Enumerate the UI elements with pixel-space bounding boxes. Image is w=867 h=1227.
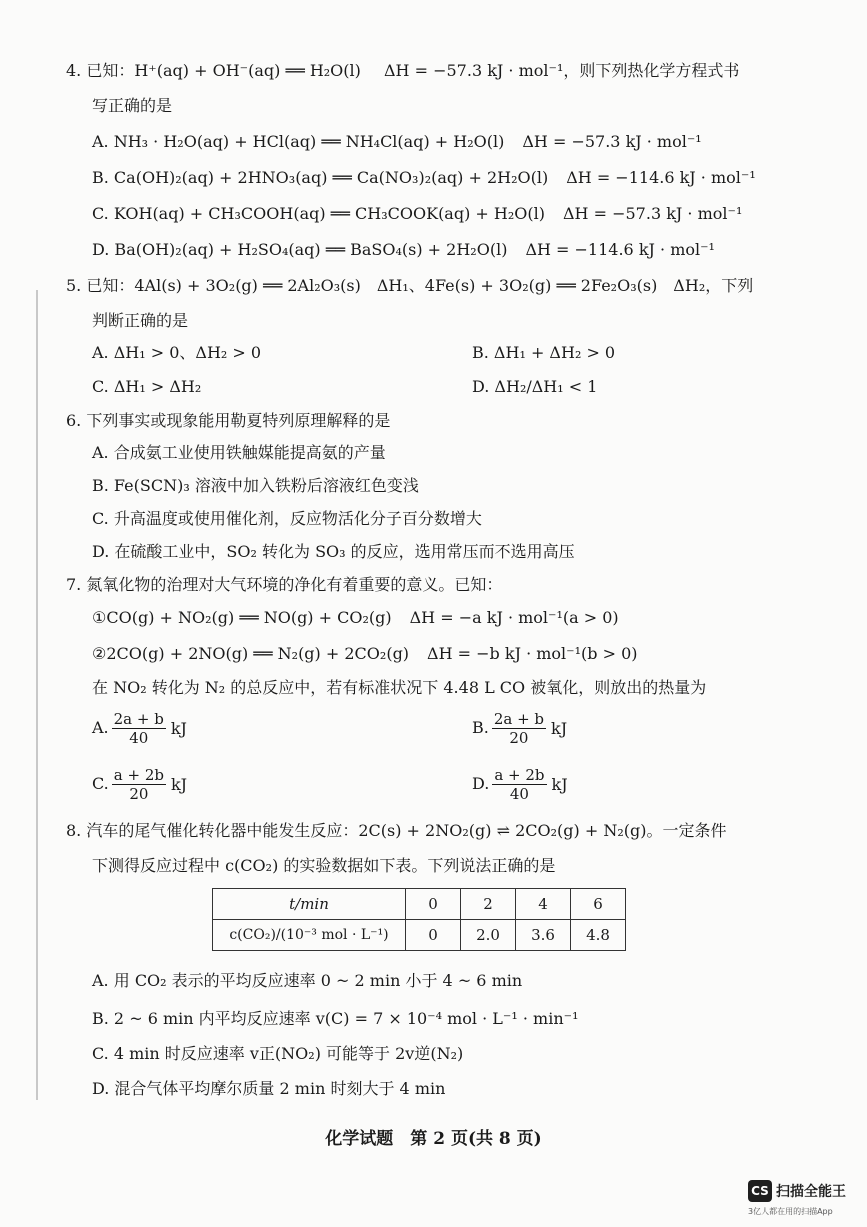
q7-option-d[interactable]: D. $\frac{a + 2b}{40}$ kJ <box>472 766 568 803</box>
table-cell: 2.0 <box>461 920 516 951</box>
q4-equation: 4. 已知：H⁺(aq) + OH⁻(aq) ══ H₂O(l) <box>66 61 361 80</box>
q8-stem-line2: 下测得反应过程中 c(CO₂) 的实验数据如下表。下列说法正确的是 <box>92 856 556 875</box>
q4-option-a[interactable]: A. NH₃ · H₂O(aq) + HCl(aq) ══ NH₄Cl(aq) + H₂O(l) ΔH = −57.3 kJ · mol⁻¹ <box>92 132 702 151</box>
scanner-watermark <box>748 1180 846 1202</box>
cs-logo-icon: CS <box>748 1180 772 1202</box>
table-cell: 4.8 <box>571 920 626 951</box>
q7-equation-2: ②2CO(g) + 2NO(g) ══ N₂(g) + 2CO₂(g) ΔH = −b kJ · mol⁻¹(b > 0) <box>92 644 638 663</box>
table-cell: 0 <box>406 920 461 951</box>
table-row <box>213 920 626 951</box>
q5-option-a[interactable]: A. ΔH₁ > 0、ΔH₂ > 0 <box>92 343 262 362</box>
q5-stem-line1: 5. 已知：4Al(s) + 3O₂(g) ══ 2Al₂O₃(s) ΔH₁、4Fe(s) + 3O₂(g) ══ 2Fe₂O₃(s) ΔH₂，下列 <box>66 276 754 295</box>
binding-margin-line <box>36 290 38 1100</box>
table-cell: 6 <box>571 889 626 920</box>
table-cell: 3.6 <box>516 920 571 951</box>
q7-option-b-fraction: $\frac{2a + b}{20}$ <box>493 710 545 747</box>
q8-option-d[interactable]: D. 混合气体平均摩尔质量 2 min 时刻大于 4 min <box>92 1079 446 1098</box>
q4-option-b[interactable]: B. Ca(OH)₂(aq) + 2HNO₃(aq) ══ Ca(NO₃)₂(aq) + 2H₂O(l) ΔH = −114.6 kJ · mol⁻¹ <box>92 168 756 187</box>
q7-option-d-fraction: $\frac{a + 2b}{40}$ <box>494 766 545 803</box>
q7-question: 在 NO₂ 转化为 N₂ 的总反应中，若有标准状况下 4.48 L CO 被氧化，则放出的热量为 <box>92 678 707 697</box>
q8-stem-line1: 8. 汽车的尾气催化转化器中能发生反应：2C(s) + 2NO₂(g) ⇌ 2CO₂(g) + N₂(g)。一定条件 <box>66 821 727 840</box>
q7-option-c-fraction: $\frac{a + 2b}{20}$ <box>113 766 164 803</box>
q4-option-c[interactable]: C. KOH(aq) + CH₃COOH(aq) ══ CH₃COOK(aq) + H₂O(l) ΔH = −57.3 kJ · mol⁻¹ <box>92 204 743 223</box>
table-row <box>213 889 626 920</box>
q7-stem: 7. 氮氧化物的治理对大气环境的净化有着重要的意义。已知： <box>66 575 503 594</box>
q6-option-c[interactable]: C. 升高温度或使用催化剂，反应物活化分子百分数增大 <box>92 509 482 528</box>
q6-option-a[interactable]: A. 合成氨工业使用铁触媒能提高氨的产量 <box>92 443 386 462</box>
page-footer: 化学试题 第 2 页(共 8 页) <box>325 1129 542 1149</box>
q5-stem-line2: 判断正确的是 <box>92 311 189 330</box>
q7-option-a-fraction: $\frac{2a + b}{40}$ <box>113 710 164 747</box>
watermark-brand: 扫描全能王 <box>776 1184 846 1200</box>
q5-option-c[interactable]: C. ΔH₁ > ΔH₂ <box>92 377 202 396</box>
q6-option-d[interactable]: D. 在硫酸工业中，SO₂ 转化为 SO₃ 的反应，选用常压而不选用高压 <box>92 542 575 561</box>
q7-equation-1: ①CO(g) + NO₂(g) ══ NO(g) + CO₂(g) ΔH = −a kJ · mol⁻¹(a > 0) <box>92 608 619 627</box>
q4-stem-line2: 写正确的是 <box>92 96 173 115</box>
q8-option-b[interactable]: B. 2 ~ 6 min 内平均反应速率 v(C) = 7 × 10⁻⁴ mol · L⁻¹ · min⁻¹ <box>92 1009 579 1028</box>
watermark-tagline: 3亿人都在用的扫描App <box>748 1207 833 1216</box>
q7-option-a[interactable]: A. $\frac{2a + b}{40}$ kJ <box>92 710 187 747</box>
q4-option-d[interactable]: D. Ba(OH)₂(aq) + H₂SO₄(aq) ══ BaSO₄(s) + 2H₂O(l) ΔH = −114.6 kJ · mol⁻¹ <box>92 240 715 259</box>
q5-option-b[interactable]: B. ΔH₁ + ΔH₂ > 0 <box>472 343 616 362</box>
q8-option-c[interactable]: C. 4 min 时反应速率 v正(NO₂) 可能等于 2v逆(N₂) <box>92 1044 464 1063</box>
q8-data-table <box>212 888 626 951</box>
table-cell: c(CO₂)/(10⁻³ mol · L⁻¹) <box>213 920 406 951</box>
q6-stem: 6. 下列事实或现象能用勒夏特列原理解释的是 <box>66 411 391 430</box>
table-cell: 4 <box>516 889 571 920</box>
q7-option-b[interactable]: B. $\frac{2a + b}{20}$ kJ <box>472 710 568 747</box>
q4-stem-line1 <box>66 60 739 82</box>
q8-option-a[interactable]: A. 用 CO₂ 表示的平均反应速率 0 ~ 2 min 小于 4 ~ 6 min <box>92 971 523 990</box>
q5-option-d[interactable]: D. ΔH₂/ΔH₁ < 1 <box>472 377 598 396</box>
q4-enthalpy: ΔH = −57.3 kJ · mol⁻¹，则下列热化学方程式书 <box>384 61 740 80</box>
q7-option-c[interactable]: C. $\frac{a + 2b}{20}$ kJ <box>92 766 188 803</box>
table-cell: t/min <box>213 889 406 920</box>
table-cell: 0 <box>406 889 461 920</box>
table-cell: 2 <box>461 889 516 920</box>
q6-option-b[interactable]: B. Fe(SCN)₃ 溶液中加入铁粉后溶液红色变浅 <box>92 476 419 495</box>
